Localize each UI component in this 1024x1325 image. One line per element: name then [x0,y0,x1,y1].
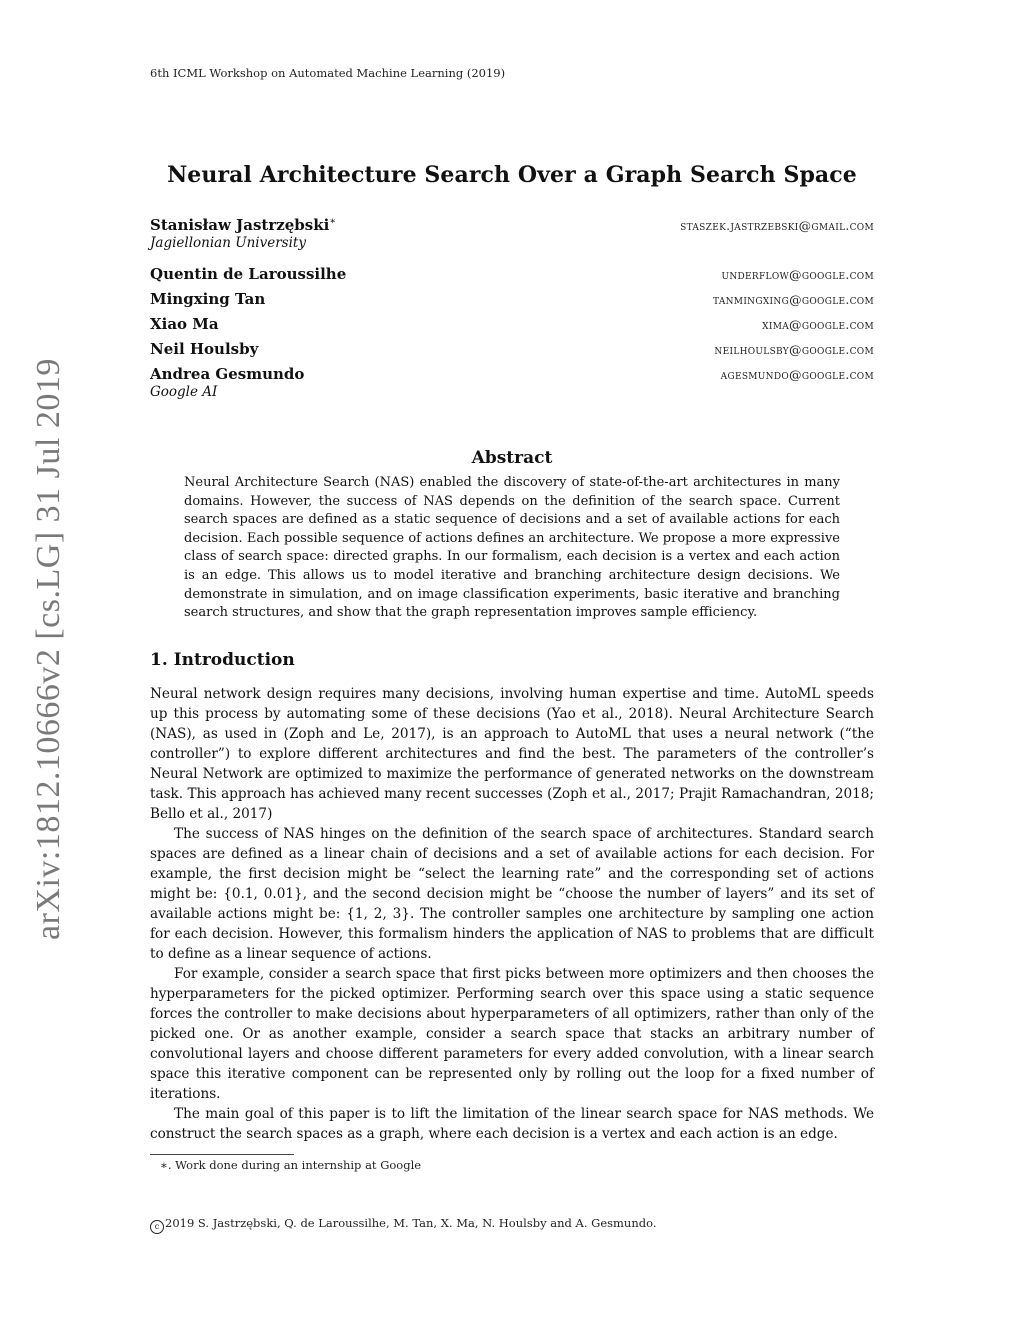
introduction-body [150,684,874,1144]
paragraph: The success of NAS hinges on the definition of the search space of architectures. Standard search spaces are defined as a linear chain of decisions and a set of available actions for each decision. For example, the first decision might be “select the learning rate” and the corresponding set of actions might be: {0.1, 0.01}, and the second decision might be “choose the number of layers” and its set of available actions might be: {1, 2, 3}. The controller samples one architecture by sampling one action for each decision. However, this formalism hinders the application of NAS to problems that are difficult to define as a linear sequence of actions. [150,826,874,962]
author-row [150,315,874,340]
author-email: neilhoulsby@google.com [714,342,874,357]
section-heading-introduction: 1. Introduction [150,650,295,670]
author-email: tanmingxing@google.com [713,292,874,307]
author-email: underflow@google.com [721,267,874,282]
paragraph: Neural network design requires many decisions, involving human expertise and time. AutoML speeds up this process by automating some of these decisions (Yao et al., 2018). Neural Architecture Search (NAS), as used in (Zoph and Le, 2017), is an approach to AutoML that uses a neural network (“the controller”) to explore different architectures and find the best. The parameters of the controller’s Neural Network are optimized to maximize the performance of generated networks on the downstream task. This approach has achieved many recent successes (Zoph et al., 2017; Prajit Ramachandran, 2018; Bello et al., 2017) [150,686,874,822]
venue-header: 6th ICML Workshop on Automated Machine Learning (2019) [150,66,506,80]
arxiv-identifier-stamp: arXiv:1812.10666v2 [cs.LG] 31 Jul 2019 [30,358,67,940]
author-name: Mingxing Tan [150,290,266,308]
author-affiliation: Google AI [150,384,218,400]
author-row [150,340,874,365]
footnote-mark: ∗ [329,216,337,227]
abstract-text: Neural Architecture Search (NAS) enabled the discovery of state-of-the-art architectures in many domains. However, the success of NAS depends on the definition of the search space. Current search spaces are defined as a static sequence of decisions and a set of available actions for each decision. Each possible sequence of actions defines an architecture. We propose a more expressive class of search space: directed graphs. In our formalism, each decision is a vertex and each action is an edge. This allows us to model iterative and branching architecture design decisions. We demonstrate in simulation, and on image classification experiments, basic iterative and branching search structures, and show that the graph representation improves sample efficiency. [184,475,840,621]
author-name: Neil Houlsby [150,340,259,358]
footnote: ∗. Work done during an internship at Google [160,1158,422,1172]
copyright-icon: c [150,1220,164,1234]
author-email: staszek.jastrzebski@gmail.com [680,218,874,233]
copyright-text: 2019 S. Jastrzębski, Q. de Laroussilhe, M. Tan, X. Ma, N. Houlsby and A. Gesmundo. [165,1216,657,1230]
author-row [150,290,874,315]
author-affiliation: Jagiellonian University [150,235,306,251]
paragraph: The main goal of this paper is to lift the limitation of the linear search space for NAS methods. We construct the search spaces as a graph, where each decision is a vertex and each action is an edge. [150,1106,874,1142]
paragraph: For example, consider a search space that first picks between more optimizers and then chooses the hyperparameters for the picked optimizer. Performing search over this space using a static sequence forces the controller to make decisions about hyperparameters of all optimizers, rather than only of the picked one. Or as another example, consider a search space that stacks an arbitrary number of convolutional layers and choose different parameters for every added convolution, with a linear search space this iterative component can be represented only by rolling out the loop for a fixed number of iterations. [150,966,874,1102]
author-name: Xiao Ma [150,315,219,333]
author-name: Andrea Gesmundo [150,365,305,383]
copyright-line [150,1216,656,1234]
author-row [150,265,874,290]
author-email: xima@google.com [762,317,874,332]
footnote-divider [150,1154,294,1155]
author-name: Stanisław Jastrzębski∗ [150,216,337,234]
abstract-heading: Abstract [471,448,553,468]
author-name: Quentin de Laroussilhe [150,265,347,283]
author-email: agesmundo@google.com [720,367,874,382]
author-block [150,216,874,400]
paper-title: Neural Architecture Search Over a Graph Search Space [167,162,857,188]
